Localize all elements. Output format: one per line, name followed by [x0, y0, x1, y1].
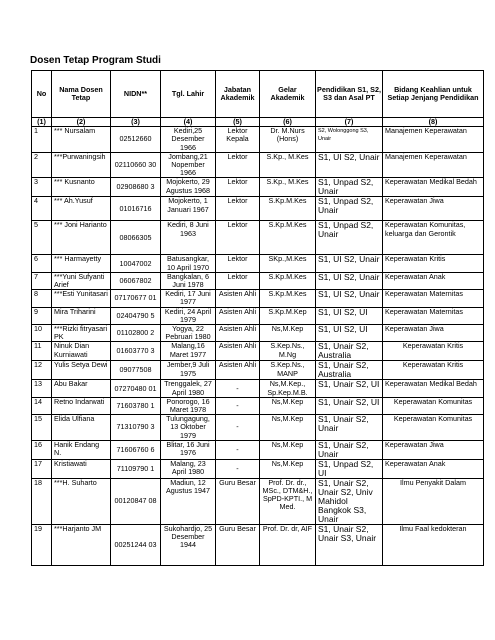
header-row [32, 71, 484, 118]
table-row [32, 272, 484, 289]
cell-tgl: Jombang,21 Nopember 1966 [161, 152, 216, 178]
header-gelar: Gelar Akademik [260, 71, 316, 118]
lecturer-table [31, 70, 484, 566]
cell-bidang: Keperawatan Anak [383, 459, 484, 478]
cell-nidn: 01603770 3 [111, 342, 161, 361]
table-row [32, 325, 484, 342]
cell-pendidikan: S1, Unair S2, Unair [316, 415, 383, 441]
cell-pendidikan: S1, UI S2, UI [316, 325, 383, 342]
cell-no: 17 [32, 459, 52, 478]
cell-gelar: Dr. M.Nurs (Hons) [260, 127, 316, 153]
cell-nama: Ninuk Dian Kurniawati [52, 342, 111, 361]
cell-no: 11 [32, 342, 52, 361]
cell-no: 3 [32, 178, 52, 197]
cell-bidang: Keperawatan Kritis [383, 342, 484, 361]
cell-tgl: Trenggalek, 27 April 1980 [161, 380, 216, 397]
cell-tgl: Jember,9 Juli 1975 [161, 361, 216, 380]
cell-gelar: S.Kep.Ns., M.Ng [260, 342, 316, 361]
cell-jabatan: - [216, 397, 260, 414]
cell-pendidikan: S1, Unair S2, UI [316, 380, 383, 397]
cell-bidang: Manajemen Keperawatan [383, 127, 484, 153]
cell-gelar: S.Kp., M.Kes [260, 152, 316, 178]
table-row [32, 440, 484, 459]
cell-bidang: Keperawatan Maternitas [383, 290, 484, 307]
cell-bidang: Manajemen Keperawatan [383, 152, 484, 178]
table-row [32, 459, 484, 478]
cell-nidn: 01102800 2 [111, 325, 161, 342]
cell-bidang: Keperawatan Komunitas [383, 397, 484, 414]
cell-jabatan: Lektor [216, 221, 260, 255]
cell-pendidikan: S1, Unpad S2, Unair [316, 221, 383, 255]
cell-tgl: Kediri, 17 Juni 1977 [161, 290, 216, 307]
cell-gelar: S.Kp., M.Kes [260, 178, 316, 197]
cell-pendidikan: S2, Wolonggong S3, Unair [316, 127, 383, 153]
cell-pendidikan: S1, UI S2, Unair [316, 272, 383, 289]
cell-no: 4 [32, 197, 52, 221]
cell-nidn: 02110660 30 [111, 152, 161, 178]
cell-pendidikan: S1, Unpad S2, UI [316, 459, 383, 478]
cell-gelar: S.Kp.M.Kep [260, 307, 316, 324]
cell-tgl: Sukohardjo, 25 Desember 1944 [161, 524, 216, 565]
cell-pendidikan: S1, UI S2, UI [316, 307, 383, 324]
cell-no: 14 [32, 397, 52, 414]
cell-no: 1 [32, 127, 52, 153]
cell-jabatan: Lektor [216, 197, 260, 221]
cell-tgl: Kediri, 8 Juni 1963 [161, 221, 216, 255]
table-row [32, 361, 484, 380]
cell-nama: *** Joni Harianto [52, 221, 111, 255]
cell-nidn: 10047002 [111, 255, 161, 272]
cell-tgl: Kediri, 24 April 1979 [161, 307, 216, 324]
cell-nidn: 71310790 3 [111, 415, 161, 441]
header-pendidikan: Pendidikan S1, S2, S3 dan Asal PT [316, 71, 383, 118]
table-row [32, 178, 484, 197]
cell-nidn: 06067802 [111, 272, 161, 289]
cell-gelar: S.Kp.M.Kes [260, 197, 316, 221]
cell-nama: *** Nursalam [52, 127, 111, 153]
cell-nama: *** Kusnanto [52, 178, 111, 197]
table-row [32, 307, 484, 324]
cell-bidang: Keperawatan Kritis [383, 361, 484, 380]
cell-no: 18 [32, 478, 52, 524]
cell-jabatan: Lektor [216, 178, 260, 197]
cell-gelar: S.Kp.M.Kes [260, 272, 316, 289]
cell-nama: Kristiawati [52, 459, 111, 478]
cell-jabatan: - [216, 380, 260, 397]
cell-nidn: 08066305 [111, 221, 161, 255]
cell-nidn: 07170677 01 [111, 290, 161, 307]
cell-no: 19 [32, 524, 52, 565]
cell-nama: ***Esti Yunitasari [52, 290, 111, 307]
cell-tgl: Madiun, 12 Agustus 1947 [161, 478, 216, 524]
cell-gelar: Ns,M.Kep., Sp.Kep.M.B. [260, 380, 316, 397]
cell-tgl: Malang, 23 April 1980 [161, 459, 216, 478]
cell-nidn: 02404790 5 [111, 307, 161, 324]
cell-pendidikan: S1, UI S2, Unair [316, 255, 383, 272]
table-row [32, 152, 484, 178]
cell-no: 6 [32, 255, 52, 272]
cell-jabatan: Asisten Ahli [216, 342, 260, 361]
cell-nidn: 07270480 01 [111, 380, 161, 397]
column-number-row [32, 118, 484, 127]
cell-jabatan: Lektor [216, 272, 260, 289]
cell-gelar: Prof. Dr. dr., MSc., DTM&H., SpPD-KPTI., M Med. [260, 478, 316, 524]
cell-tgl: Ponorogo, 16 Maret 1978 [161, 397, 216, 414]
column-number: (4) [161, 118, 216, 127]
table-row [32, 342, 484, 361]
cell-jabatan: Asisten Ahli [216, 361, 260, 380]
cell-bidang: Keperawatan Anak [383, 272, 484, 289]
cell-jabatan: Asisten Ahli [216, 290, 260, 307]
column-number: (7) [316, 118, 383, 127]
cell-jabatan: Guru Besar [216, 524, 260, 565]
table-row [32, 478, 484, 524]
cell-pendidikan: S1, Unair S2, Australia [316, 342, 383, 361]
header-jabatan: Jabatan Akademik [216, 71, 260, 118]
table-body [32, 127, 484, 566]
cell-no: 5 [32, 221, 52, 255]
cell-pendidikan: S1, UI S2, Unair [316, 290, 383, 307]
column-number: (8) [383, 118, 484, 127]
cell-pendidikan: S1, Unair S2, Unair S3, Unair [316, 524, 383, 565]
cell-gelar: SKp.,M.Kes [260, 255, 316, 272]
cell-nama: *** Harmayetty [52, 255, 111, 272]
column-number: (5) [216, 118, 260, 127]
cell-jabatan: Lektor Kepala [216, 127, 260, 153]
cell-nama: Mira Triharini [52, 307, 111, 324]
cell-no: 13 [32, 380, 52, 397]
cell-bidang: Ilmu Faal kedokteran [383, 524, 484, 565]
cell-pendidikan: S1, Unair S2, Unair [316, 440, 383, 459]
table-row [32, 290, 484, 307]
cell-jabatan: Asisten Ahli [216, 307, 260, 324]
cell-nama: ***Purwaningsih [52, 152, 111, 178]
column-number: (2) [52, 118, 111, 127]
cell-no: 8 [32, 290, 52, 307]
cell-nidn: 02908680 3 [111, 178, 161, 197]
cell-no: 10 [32, 325, 52, 342]
cell-pendidikan: S1, Unair S2, Unair S2, Univ Mahidol Bangkok S3, Unair [316, 478, 383, 524]
cell-gelar: Prof. Dr. dr, AIF [260, 524, 316, 565]
header-tgl: Tgl. Lahir [161, 71, 216, 118]
cell-jabatan: - [216, 440, 260, 459]
table-row [32, 415, 484, 441]
cell-jabatan: Guru Besar [216, 478, 260, 524]
header-nama: Nama Dosen Tetap [52, 71, 111, 118]
cell-nidn: 02512660 [111, 127, 161, 153]
header-bidang: Bidang Keahlian untuk Setiap Jenjang Pendidikan [383, 71, 484, 118]
cell-nidn: 09077508 [111, 361, 161, 380]
page-title: Dosen Tetap Program Studi [30, 55, 161, 66]
cell-tgl: Kediri,25 Desember 1966 [161, 127, 216, 153]
cell-pendidikan: S1, Unpad S2, Unair [316, 178, 383, 197]
cell-gelar: Ns,M.Kep [260, 397, 316, 414]
table-row [32, 524, 484, 565]
cell-no: 16 [32, 440, 52, 459]
cell-jabatan: Lektor [216, 152, 260, 178]
table-row [32, 197, 484, 221]
cell-tgl: Tulungagung, 13 Oktober 1979 [161, 415, 216, 441]
cell-nidn: 71603780 1 [111, 397, 161, 414]
cell-gelar: Ns,M.Kep [260, 325, 316, 342]
cell-bidang: Keperawatan Medikal Bedah [383, 380, 484, 397]
cell-pendidikan: S1, UI S2, Unair [316, 152, 383, 178]
cell-nidn: 71606760 6 [111, 440, 161, 459]
cell-tgl: Mojokerto, 1 Januari 1967 [161, 197, 216, 221]
cell-tgl: Yogya, 22 Pebruari 1980 [161, 325, 216, 342]
cell-nama: Abu Bakar [52, 380, 111, 397]
cell-gelar: Ns,M.Kep [260, 459, 316, 478]
cell-bidang: Keperawatan Maternitas [383, 307, 484, 324]
cell-jabatan: - [216, 415, 260, 441]
cell-tgl: Malang,16 Maret 1977 [161, 342, 216, 361]
table-row [32, 380, 484, 397]
column-number: (1) [32, 118, 52, 127]
cell-no: 12 [32, 361, 52, 380]
cell-bidang: Keperawatan Medikal Bedah [383, 178, 484, 197]
cell-tgl: Batusangkar, 10 April 1970 [161, 255, 216, 272]
cell-bidang: Keperawatan Jiwa [383, 325, 484, 342]
cell-nama: ***Yuni Sufyanti Arief [52, 272, 111, 289]
cell-nama: Yulis Setya Dewi [52, 361, 111, 380]
cell-gelar: Ns,M.Kep [260, 440, 316, 459]
cell-no: 15 [32, 415, 52, 441]
cell-nama: ***Harjanto JM [52, 524, 111, 565]
header-nidn: NIDN** [111, 71, 161, 118]
cell-bidang: Keperawatan Kritis [383, 255, 484, 272]
cell-nama: ***H. Suharto [52, 478, 111, 524]
cell-bidang: Keperawatan Komunitas, keluarga dan Gerontik [383, 221, 484, 255]
cell-nidn: 00120847 08 [111, 478, 161, 524]
cell-jabatan: Lektor [216, 255, 260, 272]
cell-tgl: Blitar, 16 Juni 1976 [161, 440, 216, 459]
table-row [32, 221, 484, 255]
cell-nidn: 01016716 [111, 197, 161, 221]
cell-tgl: Mojokerto, 29 Agustus 1968 [161, 178, 216, 197]
table-row [32, 255, 484, 272]
cell-nama: Hanik Endang N. [52, 440, 111, 459]
cell-pendidikan: S1, Unair S2, Australia [316, 361, 383, 380]
cell-no: 9 [32, 307, 52, 324]
cell-nama: Elida Ulfiana [52, 415, 111, 441]
cell-no: 2 [32, 152, 52, 178]
cell-bidang: Keperawatan Jiwa [383, 197, 484, 221]
cell-gelar: S.Kp.M.Kes [260, 290, 316, 307]
cell-nama: Retno Indarwati [52, 397, 111, 414]
header-no: No [32, 71, 52, 118]
cell-tgl: Bangkalan, 6 Juni 1978 [161, 272, 216, 289]
cell-nama: *** Ah.Yusuf [52, 197, 111, 221]
cell-bidang: Keperawatan Komunitas [383, 415, 484, 441]
cell-bidang: Ilmu Penyakit Dalam [383, 478, 484, 524]
cell-nama: ***Rizki fitryasari PK [52, 325, 111, 342]
column-number: (6) [260, 118, 316, 127]
cell-pendidikan: S1, Unair S2, UI [316, 397, 383, 414]
table-row [32, 397, 484, 414]
cell-gelar: Ns,M.Kep [260, 415, 316, 441]
cell-gelar: S.Kep.Ns., MANP [260, 361, 316, 380]
cell-nidn: 00251244 03 [111, 524, 161, 565]
cell-pendidikan: S1, Unpad S2, Unair [316, 197, 383, 221]
cell-jabatan: - [216, 459, 260, 478]
cell-jabatan: Asisten Ahli [216, 325, 260, 342]
column-number: (3) [111, 118, 161, 127]
cell-nidn: 71109790 1 [111, 459, 161, 478]
cell-gelar: S.Kp.M.Kes [260, 221, 316, 255]
cell-bidang: Keperawatan Jiwa [383, 440, 484, 459]
cell-no: 7 [32, 272, 52, 289]
table-row [32, 127, 484, 153]
